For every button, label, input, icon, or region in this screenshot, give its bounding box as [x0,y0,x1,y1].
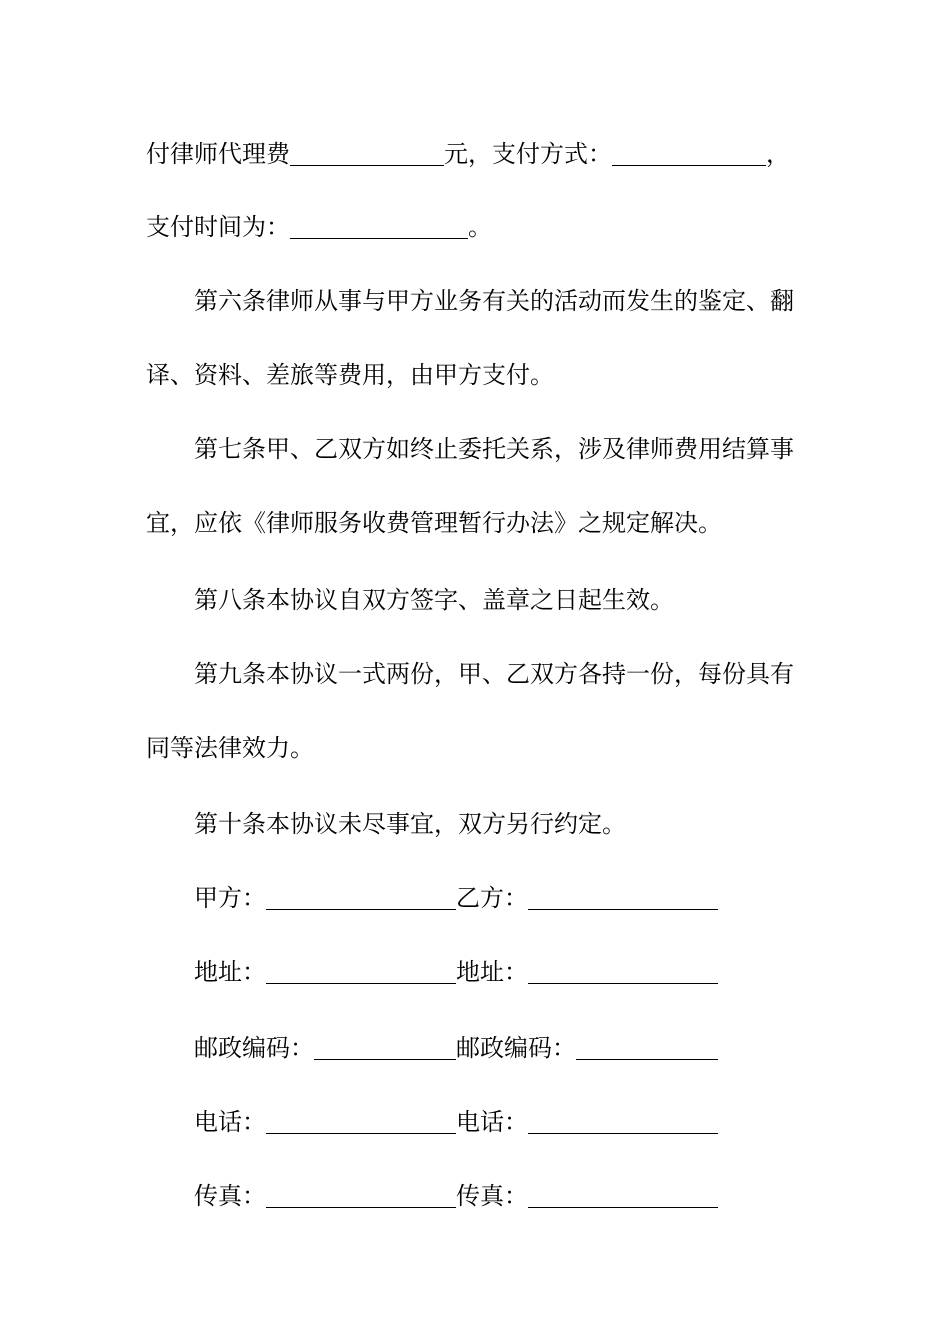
postal-b-blank[interactable] [576,1037,718,1060]
postal-a-label: 邮政编码： [194,1034,314,1062]
article-6-line-2: 译、资料、差旅等费用，由甲方支付。 [146,361,554,389]
payment-time-line [146,211,806,243]
article-10: 第十条本协议未尽事宜，双方另行约定。 [194,810,626,838]
phone-b-label: 电话： [456,1108,528,1136]
address-a-label: 地址： [194,958,266,986]
signature-row-address [194,956,718,988]
fax-b-label: 传真： [456,1182,528,1210]
fee-line [146,138,806,170]
phone-a-blank[interactable] [266,1111,456,1134]
address-b-blank[interactable] [528,961,718,984]
payment-time-label: 支付时间为： [146,213,290,241]
phone-b-blank[interactable] [528,1111,718,1134]
signature-row-fax [194,1180,718,1212]
address-a-blank[interactable] [266,961,456,984]
payment-method-blank[interactable] [612,143,766,166]
postal-b-label: 邮政编码： [456,1034,576,1062]
phone-a-label: 电话： [194,1108,266,1136]
postal-a-blank[interactable] [314,1037,456,1060]
party-b-blank[interactable] [528,887,718,910]
signature-row-postal [194,1032,718,1064]
fee-line-suffix: ， [766,140,790,168]
fax-a-blank[interactable] [266,1185,456,1208]
article-7-line-2: 宜，应依《律师服务收费管理暂行办法》之规定解决。 [146,509,722,537]
payment-time-suffix: 。 [468,213,492,241]
article-6-line-1: 第六条律师从事与甲方业务有关的活动而发生的鉴定、翻 [194,287,794,315]
fax-a-label: 传真： [194,1182,266,1210]
fax-b-blank[interactable] [528,1185,718,1208]
article-7-line-1: 第七条甲、乙双方如终止委托关系，涉及律师费用结算事 [194,435,794,463]
party-a-blank[interactable] [266,887,456,910]
party-b-label: 乙方： [456,884,528,912]
article-9-line-1: 第九条本协议一式两份，甲、乙双方各持一份，每份具有 [194,660,794,688]
payment-time-blank[interactable] [290,216,468,239]
article-8: 第八条本协议自双方签字、盖章之日起生效。 [194,586,674,614]
signature-row-party [194,882,718,914]
article-9-line-2: 同等法律效力。 [146,734,314,762]
fee-label: 付律师代理费 [146,140,290,168]
address-b-label: 地址： [456,958,528,986]
fee-unit-label: 元，支付方式： [444,140,612,168]
signature-row-phone [194,1106,718,1138]
party-a-label: 甲方： [194,884,266,912]
fee-amount-blank[interactable] [290,143,444,166]
